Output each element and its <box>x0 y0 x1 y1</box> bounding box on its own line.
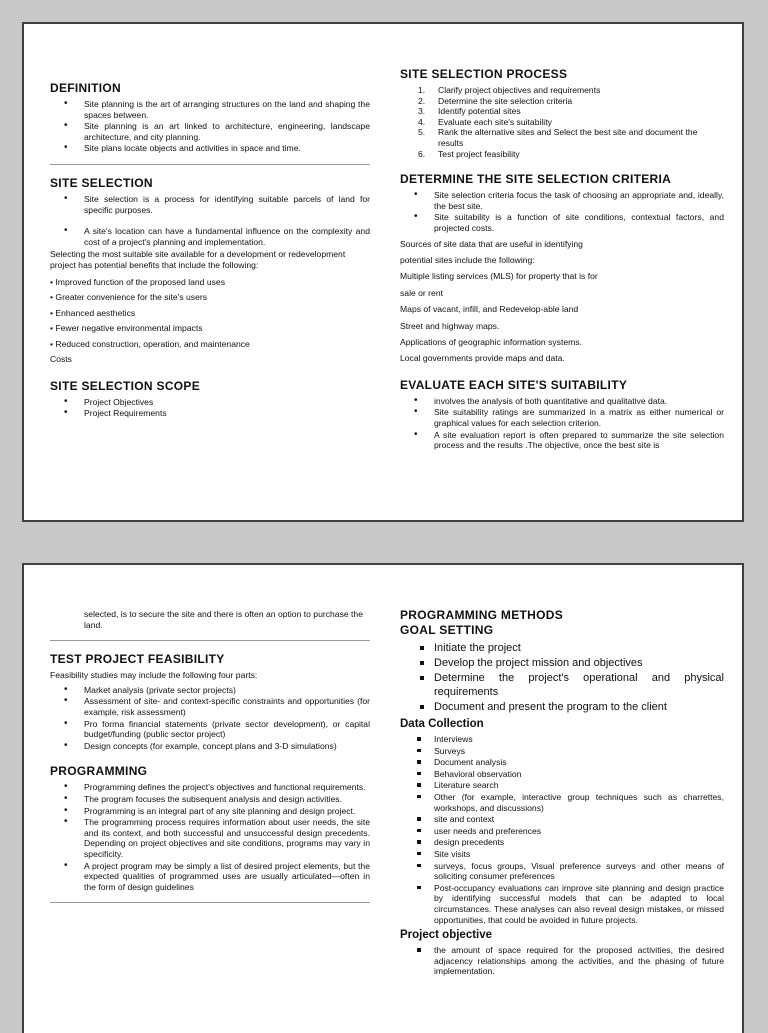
page-1-right-column <box>400 68 724 453</box>
list-item: Behavioral observation <box>400 769 724 780</box>
goal-setting-heading: GOAL SETTING <box>400 623 494 637</box>
divider <box>50 164 370 165</box>
text-line: Maps of vacant, infill, and Redevelop-able land <box>400 304 579 315</box>
list-item: the amount of space required for the proposed activities, the desired adjacency relationships among the activities, and the phasing of future implementation. <box>400 945 724 977</box>
page-2-left-column <box>50 609 370 915</box>
list-item: • Enhanced aesthetics <box>50 307 136 318</box>
definition-list <box>50 99 370 154</box>
evaluate-list <box>400 396 724 451</box>
text-line: Street and highway maps. <box>400 320 500 331</box>
list-item: user needs and preferences <box>400 826 724 837</box>
evaluate-heading: EVALUATE EACH SITE'S SUITABILITY <box>400 377 628 392</box>
list-item: Literature search <box>400 780 724 791</box>
text-line: Sources of site data that are useful in identifying <box>400 238 583 249</box>
data-collection-list <box>400 734 724 925</box>
benefits-list <box>50 275 370 368</box>
page-2-right-column <box>400 609 724 979</box>
page-1 <box>22 22 744 522</box>
list-item: • Reduced construction, operation, and maintenance <box>50 338 250 349</box>
process-list <box>418 85 724 159</box>
goal-list <box>400 641 724 714</box>
scope-list <box>50 397 370 419</box>
list-item: • Site plans locate objects and activities in space and time. <box>50 143 370 154</box>
objective-list <box>400 945 724 977</box>
list-item: • Site suitability ratings are summarized in a matrix as either numerical or graphical values for each selection criterion. <box>400 407 724 428</box>
feasibility-list <box>50 685 370 752</box>
page-2 <box>22 563 744 1033</box>
list-item: • A site evaluation report is often prepared to summarize the site selection process and the results .The objective, once the best site is <box>400 430 724 451</box>
criteria-list <box>400 190 724 233</box>
methods-heading: PROGRAMMING METHODS <box>400 608 564 622</box>
criteria-heading: DETERMINE THE SITE SELECTION CRITERIA <box>400 172 672 187</box>
feasibility-heading: TEST PROJECT FEASIBILITY <box>50 652 225 667</box>
list-item: • Pro forma financial statements (private sector development), or capital budget/funding (public sector project) <box>50 719 370 740</box>
list-item: • Market analysis (private sector projects) <box>50 685 370 696</box>
list-item: • Improved function of the proposed land uses <box>50 276 225 287</box>
list-item: Identify potential sites <box>438 106 521 117</box>
list-item: Post-occupancy evaluations can improve site planning and design practice by identifying successful models that can be adapted to local circumstances. These analyses can also reveal design mistakes, or missed opportunities, that could be avoided in future projects. <box>400 883 724 925</box>
site-selection-intro: Selecting the most suitable site available for a development or redevelopment project has potential benefits that include the following: <box>50 249 346 270</box>
list-item: Determine the site selection criteria <box>438 95 573 106</box>
list-item: • Site suitability is a function of site conditions, contextual factors, and projected costs. <box>400 212 724 233</box>
list-item: Rank the alternative sites and Select the best site and document the results <box>438 127 698 148</box>
list-item: • Site planning is the art of arranging structures on the land and shaping the spaces between. <box>50 99 370 120</box>
list-item: Interviews <box>400 734 724 745</box>
list-item: Costs <box>50 354 72 365</box>
site-selection-list <box>50 194 370 247</box>
list-item: • The program focuses the subsequent analysis and design activities. <box>50 794 370 805</box>
list-item: Test project feasibility <box>438 148 520 159</box>
list-item: surveys, focus groups, Visual preference surveys and other means of soliciting consumer preferences <box>400 861 724 882</box>
list-item: • Design concepts (for example, concept plans and 3-D simulations) <box>50 741 370 752</box>
feasibility-intro: Feasibility studies may include the following four parts: <box>50 670 258 681</box>
definition-heading: DEFINITION <box>50 81 121 95</box>
text-line: sale or rent <box>400 287 443 298</box>
project-objective-heading: Project objective <box>400 929 493 942</box>
list-item: Develop the project mission and objectives <box>400 656 724 670</box>
list-item: Evaluate each site's suitability <box>438 116 552 127</box>
site-selection-heading: SITE SELECTION <box>50 175 153 190</box>
list-item: Other (for example, interactive group techniques such as charrettes, workshops, and discussions) <box>400 792 724 813</box>
text-line: potential sites include the following: <box>400 254 535 265</box>
criteria-sources <box>400 236 724 367</box>
list-item: • Site selection criteria focus the task of choosing an appropriate and, ideally, the best site. <box>400 190 724 211</box>
list-item: • Programming is an integral part of any site planning and design project. <box>50 806 370 817</box>
list-item: Site visits <box>400 849 724 860</box>
list-item: Document and present the program to the client <box>400 700 724 714</box>
programming-list <box>50 782 370 892</box>
page-1-left-column <box>50 82 370 421</box>
divider <box>50 640 370 641</box>
text-line: Local governments provide maps and data. <box>400 353 565 364</box>
list-item: design precedents <box>400 837 724 848</box>
list-item: Surveys <box>400 746 724 757</box>
list-item: • involves the analysis of both quantitative and qualitative data. <box>400 396 724 407</box>
programming-heading: PROGRAMMING <box>50 764 148 779</box>
text-line: Applications of geographic information systems. <box>400 336 582 347</box>
scope-heading: SITE SELECTION SCOPE <box>50 378 201 393</box>
list-item: • Site selection is a process for identifying suitable parcels of land for specific purposes. <box>50 194 370 215</box>
list-item: • A site's location can have a fundamental influence on the complexity and cost of a project's planning and implementation. <box>50 226 370 247</box>
process-heading: SITE SELECTION PROCESS <box>400 67 568 81</box>
list-item: Clarify project objectives and requirements <box>438 85 601 95</box>
list-item: Determine the project's operational and physical requirements <box>400 671 724 699</box>
continuation-text: selected, is to secure the site and there is often an option to purchase the land. <box>84 609 363 630</box>
list-item: • Fewer negative environmental impacts <box>50 323 203 334</box>
list-item: • Project Objectives <box>50 397 370 408</box>
list-item: • Programming defines the project's objectives and functional requirements. <box>50 782 370 793</box>
list-item: • Greater convenience for the site's users <box>50 292 208 303</box>
divider <box>50 902 370 903</box>
list-item: • The programming process requires information about user needs, the site and its context, and both successful and unsuccessful design precedents. Depending on project objectives and site conditions, programs may vary in specificity. <box>50 817 370 859</box>
list-item: • Site planning is an art linked to architecture, engineering, landscape architecture, and city planning. <box>50 121 370 142</box>
data-collection-heading: Data Collection <box>400 718 484 730</box>
list-item: site and context <box>400 814 724 825</box>
list-item: • A project program may be simply a list of desired project elements, but the expected qualities of programmed uses are usually articulated—often in the form of design guidelines <box>50 861 370 893</box>
list-item: Document analysis <box>400 757 724 768</box>
list-item: Initiate the project <box>400 641 724 655</box>
list-item: • Project Requirements <box>50 408 370 419</box>
list-item: • Assessment of site- and context-specific constraints and opportunities (for example, risk assessment) <box>50 696 370 717</box>
text-line: Multiple listing services (MLS) for property that is for <box>400 271 598 282</box>
